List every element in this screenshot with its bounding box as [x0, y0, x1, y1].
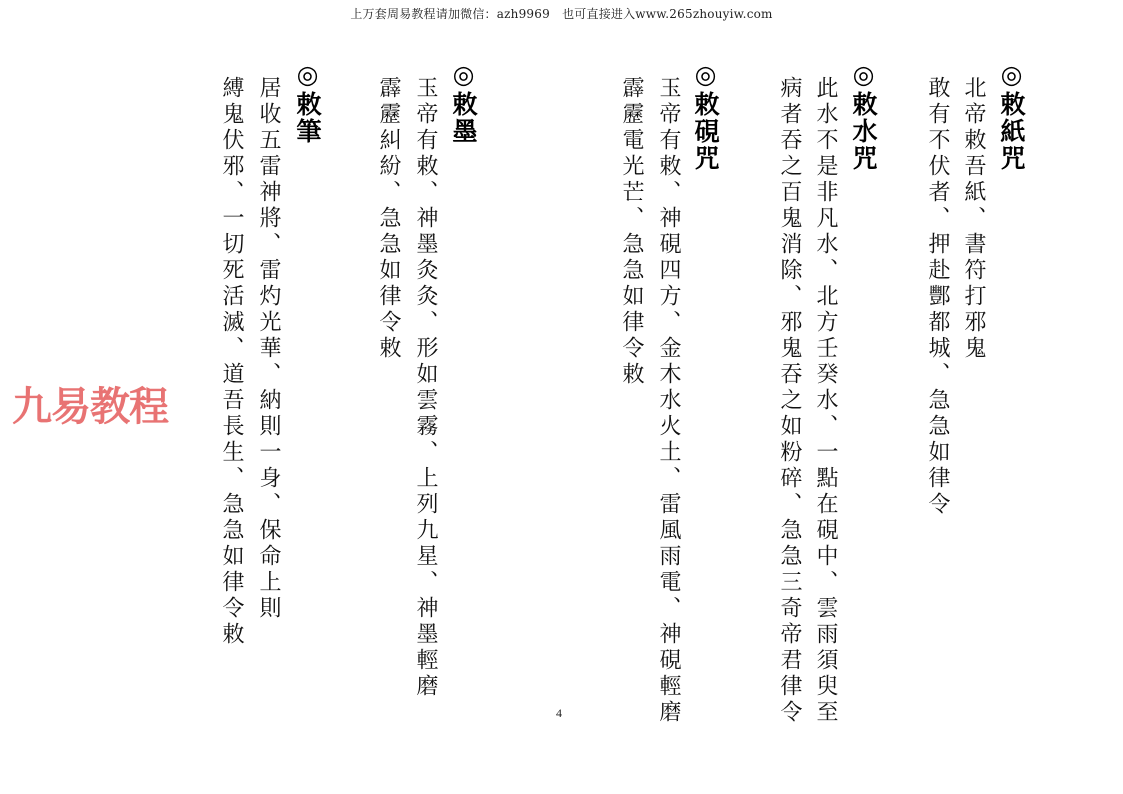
section-title-text: 敕筆	[293, 91, 322, 145]
section-line: 此水不是非凡水、北方壬癸水、一點在硯中、雲雨須臾至	[813, 76, 838, 726]
section-line: 北帝敕吾紙、書符打邪鬼	[961, 76, 986, 362]
circle-mark-icon: ◎	[691, 60, 720, 91]
section-line: 玉帝有敕、神硯四方、金木水火土、雷風雨電、神硯輕磨	[656, 76, 681, 726]
circle-mark-icon: ◎	[293, 60, 322, 91]
circle-mark-icon: ◎	[449, 60, 478, 91]
section-title-text: 敕水咒	[849, 91, 878, 172]
section-title-inkstone	[690, 60, 720, 172]
circle-mark-icon: ◎	[997, 60, 1026, 91]
section-title-text: 敕硯咒	[691, 91, 720, 172]
section-title-brush	[292, 60, 322, 145]
section-line: 縛鬼伏邪、一切死活滅、道吾長生、急急如律令敕	[219, 76, 244, 648]
section-title-water	[848, 60, 878, 172]
section-title-ink	[448, 60, 478, 145]
page-number: 4	[556, 706, 562, 720]
section-title-paper	[996, 60, 1026, 172]
section-line: 霹靂糾紛、急急如律令敕	[376, 76, 401, 362]
section-line: 敢有不伏者、押赴酆都城、急急如律令	[925, 76, 950, 518]
section-line: 居收五雷神將、雷灼光華、納則一身、保命上則	[256, 76, 281, 622]
circle-mark-icon: ◎	[849, 60, 878, 91]
section-line: 霹靂電光芒、急急如律令敕	[619, 76, 644, 388]
section-line: 病者吞之百鬼消除、邪鬼吞之如粉碎、急急三奇帝君律令	[777, 76, 802, 726]
section-title-text: 敕墨	[449, 91, 478, 145]
section-line: 玉帝有敕、神墨灸灸、形如雲霧、上列九星、神墨輕磨	[413, 76, 438, 700]
section-title-text: 敕紙咒	[997, 91, 1026, 172]
watermark-logo: 九易教程	[12, 384, 168, 430]
header-note: 上万套周易教程请加微信：azh9969 也可直接进入www.265zhouyiw.com	[350, 7, 773, 21]
